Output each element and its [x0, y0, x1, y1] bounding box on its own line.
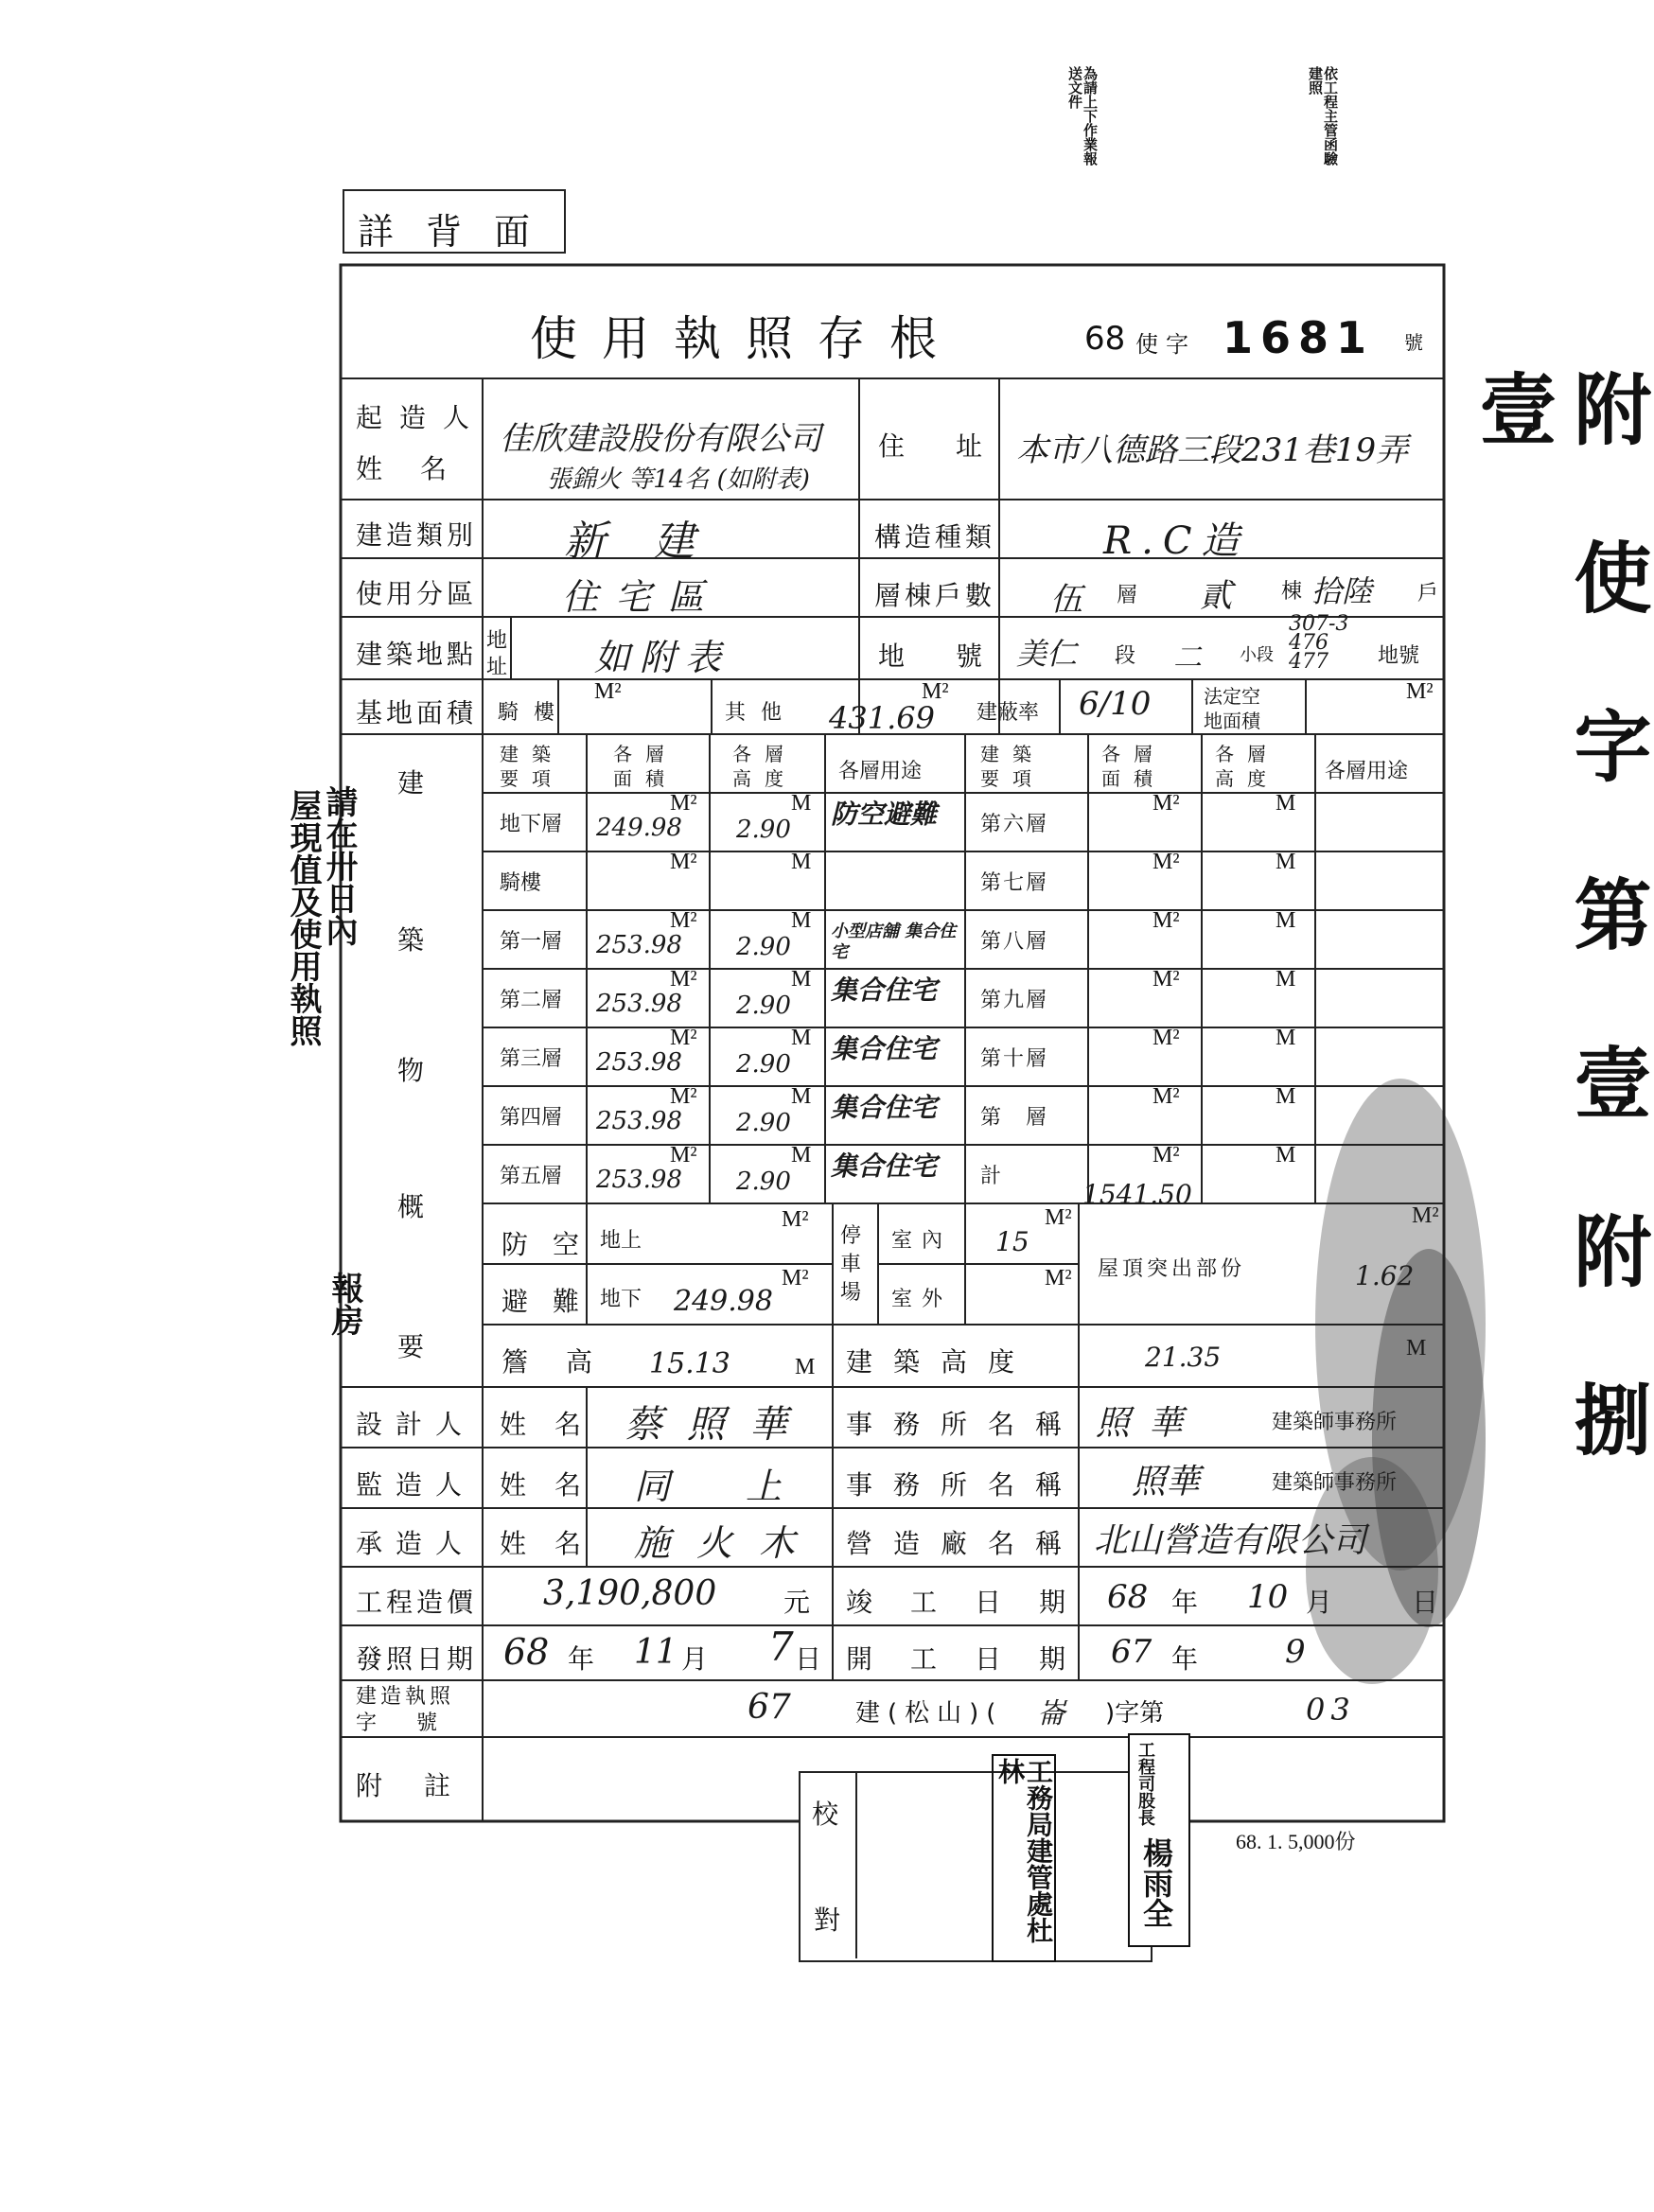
done-label: 竣工日期	[846, 1587, 1104, 1618]
lot-section-unit: 段	[1115, 644, 1136, 668]
fh-use-left: 各層用途	[838, 760, 923, 783]
lot-numbers: 307-3 476 477	[1289, 612, 1349, 674]
print-info: 68. 1. 5,000份	[1236, 1830, 1356, 1853]
done-month: 10	[1247, 1578, 1289, 1616]
permit-text-2: 崙	[1037, 1697, 1065, 1730]
start-month: 9	[1285, 1633, 1306, 1671]
header-box-text: 詳背面	[358, 211, 563, 253]
floor-name: 第五層	[500, 1165, 563, 1188]
floor-height-unit-right: M	[1276, 908, 1296, 933]
form-title: 使用執照存根	[530, 311, 961, 366]
floor-height: 2.90	[736, 1167, 791, 1196]
building-height-label: 建築高度	[846, 1346, 1036, 1378]
shelter-below-value: 249.98	[674, 1285, 773, 1318]
review-stamp-3: 楊雨全	[1138, 1837, 1174, 1928]
floor-height-unit: M	[791, 1084, 812, 1109]
floor-name-right: 第八層	[980, 930, 1049, 954]
floor-name: 第四層	[500, 1106, 563, 1130]
building-height-value: 21.35	[1145, 1342, 1222, 1373]
address-label: 住址	[878, 430, 1034, 462]
floor-area-unit: M²	[670, 908, 697, 933]
fh-item-left: 建築要項	[500, 743, 564, 790]
done-year: 68	[1107, 1578, 1149, 1616]
floor-name-right: 第七層	[980, 871, 1049, 895]
fh-use-right: 各層用途	[1325, 760, 1409, 783]
arcade-label: 騎樓	[498, 701, 571, 725]
eaves-value: 15.13	[649, 1347, 730, 1380]
floor-area: 253.98	[596, 931, 682, 959]
issue-year: 68	[503, 1631, 550, 1673]
floor-height: 2.90	[736, 992, 791, 1020]
floor-name: 第三層	[500, 1047, 563, 1071]
eaves-label: 簷高	[501, 1346, 631, 1378]
review-label-1: 校	[812, 1799, 839, 1830]
designer-office-label: 事務所名稱	[846, 1409, 1083, 1440]
permit-suffix: 號	[1404, 331, 1423, 354]
floor-height-unit-right: M	[1276, 1084, 1296, 1109]
start-year-unit: 年	[1171, 1643, 1199, 1675]
floor-use: 防空避難	[831, 799, 938, 830]
builder-label-2: 姓名	[356, 453, 485, 484]
floor-height-unit-right: M	[1276, 791, 1296, 816]
floor-area-unit-right: M²	[1153, 850, 1180, 874]
parking-indoor-value: 15	[995, 1226, 1029, 1257]
zone-value: 住宅區	[562, 576, 722, 618]
building-label-1: 建	[397, 767, 425, 799]
building-label-3: 物	[397, 1055, 425, 1086]
floor-use: 集合住宅	[831, 974, 938, 1006]
floor-name-right: 第六層	[980, 813, 1049, 836]
review-label-2: 對	[814, 1905, 841, 1936]
floor-area: 253.98	[596, 1048, 682, 1077]
parking-outdoor-unit: M²	[1045, 1266, 1072, 1290]
floor-area: 249.98	[596, 814, 682, 842]
floor-area-unit: M²	[670, 850, 697, 874]
site-addr-label-1: 地	[486, 629, 508, 653]
contractor-name-label: 姓名	[500, 1528, 610, 1559]
floor-height-unit: M	[791, 791, 812, 816]
lot-label: 地號	[878, 641, 1034, 672]
floor-area-unit-right: M²	[1153, 791, 1180, 816]
area-label: 基地面積	[356, 697, 478, 729]
supervisor-name-label: 姓名	[500, 1469, 610, 1501]
shelter-above-unit: M²	[782, 1207, 809, 1232]
struct-label: 構造種類	[874, 521, 996, 553]
left-annotation-3	[327, 1272, 361, 1357]
shelter-label-1: 防空	[501, 1229, 605, 1260]
floor-area: 253.98	[596, 1107, 682, 1135]
left-annotation-1-text: 屋現值及使用執照	[284, 789, 322, 1046]
floor-height: 2.90	[736, 1109, 791, 1137]
bldg-unit: 棟	[1281, 580, 1303, 604]
permit-text-3: )字第	[1105, 1699, 1165, 1728]
units-unit: 戶	[1417, 582, 1439, 606]
building-label-5: 要	[397, 1331, 425, 1362]
floor-area-unit-right: M²	[1153, 1084, 1180, 1109]
contractor-name: 施火木	[634, 1522, 822, 1564]
done-year-unit: 年	[1171, 1587, 1199, 1618]
shelter-below-unit: M²	[782, 1266, 809, 1290]
fh-height-right: 各層高度	[1215, 743, 1279, 790]
floor-total-area: 1541.50	[1082, 1179, 1192, 1210]
designer-office-suffix: 建築師事務所	[1272, 1411, 1398, 1434]
review-stamp-1	[992, 1754, 1056, 1962]
floors-unit: 層	[1117, 584, 1138, 607]
permit-text-1: 建(松山)(	[855, 1699, 1004, 1728]
parking-indoor: 室內	[891, 1229, 953, 1253]
floor-area-unit: M²	[670, 967, 697, 992]
done-month-unit: 月	[1306, 1587, 1333, 1618]
floor-name-right: 第 層	[980, 1106, 1049, 1130]
floor-area-unit: M²	[670, 1026, 697, 1050]
floor-use: 集合住宅	[831, 1092, 938, 1123]
parking-label: 停車場	[840, 1224, 862, 1305]
issue-day-unit: 日	[795, 1643, 822, 1675]
fh-area-right: 各層面積	[1101, 743, 1166, 790]
bldg-value: 貳	[1200, 577, 1232, 615]
permit-old-year: 67	[748, 1688, 791, 1727]
left-annotation-1	[286, 789, 320, 1319]
shelter-below: 地下	[600, 1288, 642, 1311]
lot-subsection-unit: 小段	[1240, 645, 1274, 665]
supervisor-office: 照華	[1132, 1463, 1201, 1501]
units-value: 拾陸	[1311, 573, 1373, 609]
issue-month-unit: 月	[681, 1643, 709, 1675]
start-label: 開工日期	[846, 1643, 1104, 1675]
other-unit: M²	[922, 679, 949, 704]
cost-unit: 元	[783, 1587, 811, 1618]
coverage-value: 6/10	[1079, 685, 1152, 723]
issue-month: 11	[634, 1633, 677, 1672]
site-label: 建築地點	[356, 639, 478, 670]
fh-item-right: 建築要項	[980, 743, 1045, 790]
floor-use: 小型店舖 集合住宅	[831, 922, 957, 962]
floor-use: 集合住宅	[831, 1150, 938, 1182]
supervisor-name: 同上	[634, 1466, 858, 1507]
permit-label-1: 建造執照	[356, 1685, 455, 1709]
left-annotation-2-text: 請在卅日內	[320, 785, 358, 946]
builder-name-2: 張錦火 等14名 (如附表)	[547, 465, 810, 494]
open-area-label-1: 法定空	[1204, 685, 1260, 708]
parking-indoor-unit: M²	[1045, 1205, 1072, 1230]
supervisor-label: 監造人	[356, 1469, 476, 1501]
other-label: 其他	[725, 701, 798, 725]
floor-height-unit: M	[791, 1143, 812, 1167]
permit-label: 使字	[1135, 331, 1196, 358]
issue-label: 發照日期	[356, 1643, 478, 1675]
floor-height-unit-right: M	[1276, 1026, 1296, 1050]
builder-name-1: 佳欣建設股份有限公司	[500, 420, 821, 458]
open-area-unit: M²	[1406, 679, 1434, 704]
floor-height-unit: M	[791, 967, 812, 992]
site-addr-value: 如附表	[594, 637, 731, 678]
floor-area: 253.98	[596, 990, 682, 1018]
floor-height-unit-right: M	[1276, 850, 1296, 874]
supervisor-office-label: 事務所名稱	[846, 1469, 1083, 1501]
left-annotation-2	[322, 785, 356, 1069]
review-stamp-2: 工程司股長	[1135, 1741, 1155, 1826]
floor-height-unit: M	[791, 1026, 812, 1050]
floor-height-unit-right: M	[1276, 1143, 1296, 1167]
lot-subsection: 二	[1173, 641, 1202, 675]
floor-area-unit-right: M²	[1153, 967, 1180, 992]
contractor-firm-label: 營造廠名稱	[846, 1528, 1083, 1559]
building-label-4: 概	[397, 1191, 425, 1222]
cost-value: 3,190,800	[543, 1574, 717, 1613]
note-label: 附註	[356, 1770, 493, 1801]
arcade-unit: M²	[594, 679, 622, 704]
floor-name: 地下層	[500, 813, 563, 836]
designer-office: 照華	[1096, 1404, 1203, 1443]
floor-area-unit: M²	[670, 1084, 697, 1109]
roof-label: 屋頂突出部份	[1098, 1257, 1246, 1281]
review-divider	[855, 1773, 857, 1958]
ink-smudge	[1230, 1041, 1514, 1760]
floor-name-right: 第九層	[980, 989, 1049, 1012]
floor-area-unit: M²	[670, 1143, 697, 1167]
permit-old-number: 03	[1306, 1692, 1356, 1728]
floor-area-unit-right: M²	[1153, 1143, 1180, 1167]
issue-year-unit: 年	[568, 1643, 595, 1675]
floors-value: 伍	[1050, 581, 1082, 619]
builder-label-1: 起造人	[356, 402, 487, 433]
floor-name: 騎樓	[500, 871, 542, 895]
floor-name: 第一層	[500, 930, 563, 954]
right-margin-stamp-text: 附 使 字 第 壹 附 捌 壹	[1467, 369, 1652, 1457]
lot-section: 美仁	[1016, 636, 1078, 672]
stamp-col-2: 依工程主管函驗建照	[1307, 66, 1339, 166]
supervisor-office-suffix: 建築師事務所	[1272, 1471, 1398, 1495]
roof-value: 1.62	[1355, 1260, 1415, 1291]
floor-area: 253.98	[596, 1166, 682, 1194]
contractor-label: 承造人	[356, 1528, 476, 1559]
floor-name-right: 計	[980, 1165, 1002, 1188]
shelter-above: 地上	[600, 1229, 642, 1253]
floor-height-unit-right: M	[1276, 967, 1296, 992]
other-value: 431.69	[829, 700, 935, 736]
issue-day: 7	[768, 1624, 794, 1670]
designer-name: 蔡照華	[625, 1403, 812, 1447]
build-type-label: 建造類別	[356, 519, 478, 551]
floor-name: 第二層	[500, 989, 563, 1012]
designer-name-label: 姓名	[500, 1409, 610, 1440]
floor-height: 2.90	[736, 816, 791, 844]
stamp-col-1: 為請上下作業報送文件	[1066, 66, 1099, 166]
eaves-unit: M	[795, 1355, 816, 1379]
review-box	[799, 1771, 1153, 1962]
floor-height: 2.90	[736, 1050, 791, 1079]
start-year: 67	[1111, 1633, 1153, 1671]
permit-number: 1681	[1223, 312, 1375, 363]
contractor-firm: 北山營造有限公司	[1094, 1521, 1367, 1560]
fh-height-left: 各層高度	[732, 743, 797, 790]
floors-label: 層棟戶數	[874, 580, 996, 611]
floor-height-unit: M	[791, 850, 812, 874]
fh-area-left: 各層面積	[613, 743, 677, 790]
left-annotation-3-text: 報房	[326, 1272, 363, 1336]
build-type-value: 新建	[564, 518, 742, 566]
review-stamp-2-box	[1128, 1733, 1190, 1947]
floor-area-unit-right: M²	[1153, 1026, 1180, 1050]
zone-label: 使用分區	[356, 578, 478, 609]
permit-label-2: 字號	[356, 1712, 478, 1735]
shelter-label-2: 避難	[501, 1286, 605, 1317]
coverage-label: 建蔽率	[977, 701, 1040, 725]
permit-year: 68	[1084, 320, 1126, 358]
open-area-label-2: 地面積	[1204, 710, 1260, 732]
done-day-unit: 日	[1412, 1587, 1439, 1618]
floor-area-unit-right: M²	[1153, 908, 1180, 933]
roof-unit: M²	[1412, 1203, 1439, 1228]
building-label-2: 築	[397, 924, 425, 956]
floor-name-right: 第十層	[980, 1047, 1049, 1071]
cost-label: 工程造價	[356, 1587, 478, 1618]
floor-area-unit: M²	[670, 791, 697, 816]
review-stamp-1-text: 工務局建管處杜林	[994, 1758, 1054, 1943]
floor-height: 2.90	[736, 933, 791, 961]
parking-outdoor: 室外	[891, 1288, 953, 1311]
building-height-unit: M	[1406, 1336, 1427, 1361]
designer-label: 設計人	[356, 1409, 476, 1440]
floor-use: 集合住宅	[831, 1033, 938, 1064]
builder-address: 本市八德路三段231巷19弄	[1016, 431, 1409, 469]
site-addr-label-2: 址	[486, 656, 508, 679]
floor-height-unit: M	[791, 908, 812, 933]
lot-unit: 地號	[1378, 644, 1420, 668]
struct-value: R.C造	[1103, 519, 1249, 563]
